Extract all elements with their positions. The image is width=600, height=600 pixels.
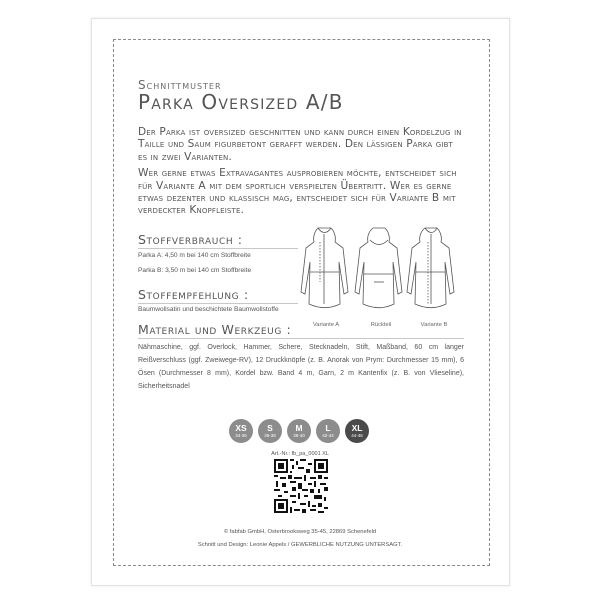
parka-front-b-drawing [407, 228, 454, 308]
article-number: Art.-Nr.: fb_pa_0001 XL [271, 451, 329, 457]
size-badge-m [287, 419, 311, 443]
size-badge-xs [229, 419, 253, 443]
size-label: M [295, 423, 303, 433]
publisher-info: © fabfab GmbH, Osterbrooksweg 35-45, 22869 Schenefeld [223, 529, 377, 535]
size-range: 34-36 [235, 433, 247, 438]
size-badge-l [316, 419, 340, 443]
fabric-recommendation-rule [138, 303, 298, 304]
figure-label-variante-b: Variante B [420, 322, 448, 328]
size-badge-s [258, 419, 282, 443]
size-range: 38-40 [293, 433, 305, 438]
credits-info: Schnitt und Design: Leonie Appels / GEWERBLICHE NUTZUNG UNTERSAGT. [197, 542, 403, 548]
size-label: L [325, 423, 331, 433]
parka-illustrations [296, 222, 466, 322]
fabric-usage-b: Parka B: 3,50 m bei 140 cm Stoffbreite [138, 267, 252, 274]
intro-text [138, 126, 464, 221]
size-range: 42-44 [322, 433, 334, 438]
intro-paragraph-1: Der Parka ist oversized geschnitten und kann durch einen Kordelzug in Taille und Saum figurbetont gerafft werden. Den lässigen Parka gibt es in zwei Varianten. [138, 126, 462, 163]
eyebrow-label: Schnittmuster [138, 78, 222, 92]
fabric-recommendation-heading: Stoffempfehlung : [138, 287, 249, 302]
parka-front-a-drawing [301, 228, 348, 308]
size-range: 36-38 [264, 433, 276, 438]
fabric-usage-a: Parka A: 4,50 m bei 140 cm Stoffbreite [138, 252, 251, 259]
size-badge-xl [345, 419, 369, 443]
fabric-usage-heading: Stoffverbrauch : [138, 232, 243, 247]
size-label: XS [235, 423, 247, 433]
material-rule [138, 338, 464, 339]
size-label: XL [351, 423, 363, 433]
fabric-recommendation-text: Baumwollsatin und beschichtete Baumwollstoffe [138, 306, 279, 313]
page-title: Parka Oversized A/B [138, 90, 344, 114]
qr-code-icon [274, 459, 328, 513]
figure-label-variante-a: Variante A [312, 322, 340, 328]
material-heading: Material und Werkzeug : [138, 322, 292, 337]
material-text: Nähmaschine, ggf. Overlock, Hammer, Schere, Stecknadeln, Stift, Maßband, 60 cm langer Reißverschluss (ggf. Zweiwege-RV), 12 Druckknöpfe (z. B. Anorak von Prym: Durchmesser 15 mm), 6 Ösen (Durchmesser 8 mm), Kordel bzw. Band 4 m, Garn, 2 m Kantenfix (z. B. von Vlieseline), Sicherheitsnadel [138, 344, 464, 390]
size-range: 44-46 [351, 433, 363, 438]
intro-paragraph-2: Wer gerne etwas Extravagantes ausprobieren möchte, entscheidet sich für Variante A mit dem sportlich verspielten Übertritt. Wer es gerne etwas dezenter und klassisch mag, entscheidet sich für Variante B mit verdeckter Knopfleiste. [138, 167, 457, 217]
parka-back-drawing [355, 228, 402, 308]
size-label: S [267, 423, 273, 433]
fabric-usage-rule [138, 248, 298, 249]
figure-label-rueckteil: Rückteil [370, 322, 392, 328]
size-selector [229, 419, 369, 449]
